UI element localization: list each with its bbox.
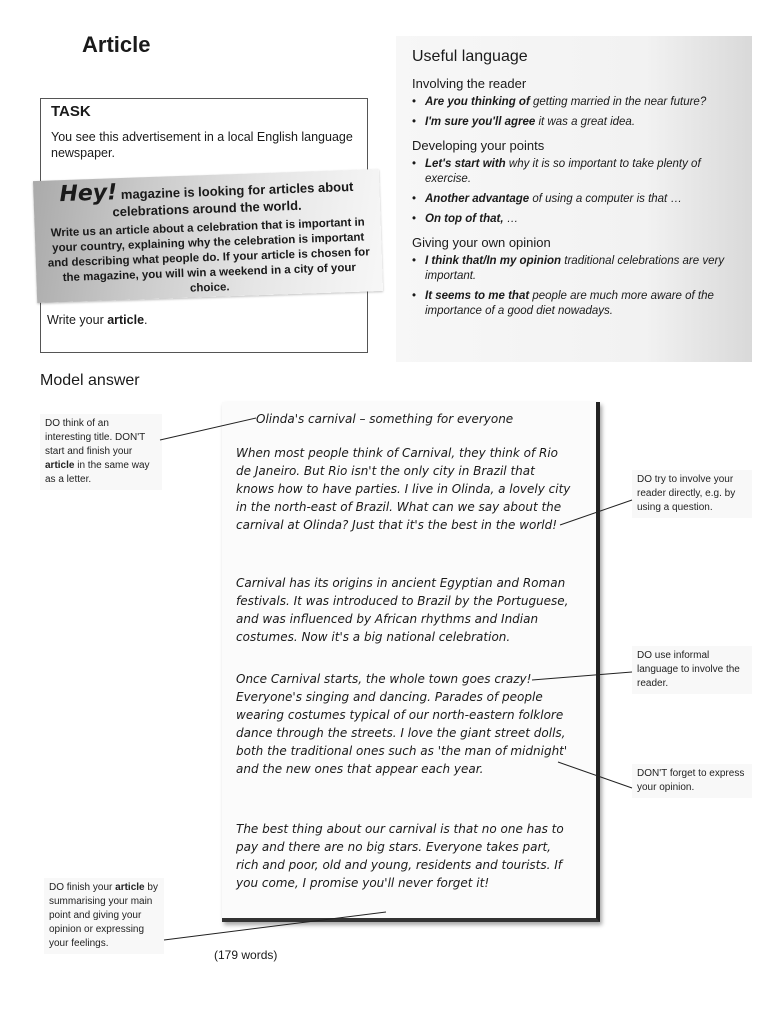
essay-paragraph: Once Carnival starts, the whole town goes crazy! Everyone's singing and dancing. Parades of people wearing costumes typical of our north-eastern folklore dance through the streets. I love the giant street dolls, both the traditional ones such as 'the man of midnight' and the new ones that appear each year. bbox=[236, 672, 568, 776]
useful-item-phrase: I think that/In my opinion bbox=[425, 255, 562, 267]
callout-text: in the same way as a letter. bbox=[45, 460, 150, 485]
useful-language-heading: Useful language bbox=[412, 48, 528, 65]
essay-paragraph: The best thing about our carnival is that no one has to pay and there are no big stars. Everyone takes part, rich and poor, old and young, residents and tourists. If you come, I promise you'll never forget it! bbox=[236, 822, 564, 890]
callout-line-involve bbox=[560, 500, 632, 525]
callout-text: by summarising your main point and giving your opinion or expressing your feelings. bbox=[49, 882, 158, 949]
useful-item-phrase: On top of that, bbox=[425, 213, 504, 225]
useful-group-title: Involving the reader bbox=[412, 76, 527, 91]
callout-bold: article bbox=[45, 460, 75, 471]
task-instruction-suffix: . bbox=[144, 313, 148, 327]
ad-heading-text: magazine is looking for articles about celebrations around the world. bbox=[112, 178, 354, 220]
task-instruction-bold: article bbox=[107, 313, 145, 327]
useful-group-title: Developing your points bbox=[412, 138, 545, 153]
useful-item-phrase: I'm sure you'll agree bbox=[425, 116, 536, 128]
callout-bold: article bbox=[115, 882, 145, 893]
callout-opinion: DON'T forget to express your opinion. bbox=[632, 764, 752, 798]
essay-title: Olinda's carnival – something for everyone bbox=[256, 412, 514, 426]
callout-line-title bbox=[160, 418, 256, 440]
page-title: Article bbox=[82, 32, 151, 57]
callout-text: DO finish your bbox=[49, 882, 116, 893]
callout-line-finish bbox=[164, 912, 386, 940]
callout-line-opinion bbox=[558, 762, 632, 788]
ad-magazine-name: Hey! bbox=[59, 180, 118, 208]
useful-item-example: it was a great idea. bbox=[535, 116, 636, 128]
task-instruction-prefix: Write your bbox=[47, 313, 108, 327]
useful-item-example: … bbox=[503, 213, 519, 225]
essay-paragraph: When most people think of Carnival, they think of Rio de Janeiro. But Rio isn't the only city in Brazil that knows how to have parties. I live in Olinda, a lovely city in the north-east of Brazil. What can we say about the carnival at Olinda? Just that it's the best in the world! bbox=[236, 446, 571, 532]
task-heading: TASK bbox=[51, 103, 91, 120]
task-intro: You see this advertisement in a local English language newspaper. bbox=[51, 130, 353, 160]
ad-body: Write us an article about a celebration that is important in your country, explaining why the celebration is important and describing what people do. If your article is chosen for the magazine, you will win a weekend in a city of your choice. bbox=[47, 216, 370, 295]
useful-group-title: Giving your own opinion bbox=[412, 235, 551, 250]
useful-item-phrase: Let's start with bbox=[425, 158, 506, 170]
useful-item-phrase: Are you thinking of bbox=[425, 96, 530, 108]
callout-informal-language: DO use informal language to involve the reader. bbox=[632, 646, 752, 694]
useful-item-example: why it is so important to take plenty of exercise. bbox=[425, 158, 701, 185]
useful-item-example: getting married in the near future? bbox=[529, 96, 707, 108]
useful-item-example: of using a computer is that … bbox=[529, 193, 682, 205]
useful-item-example: people are much more aware of the importance of a good diet nowadays. bbox=[425, 290, 714, 317]
callout-involve-reader: DO try to involve your reader directly, e.g. by using a question. bbox=[632, 470, 752, 518]
useful-item-phrase: It seems to me that bbox=[425, 290, 530, 302]
useful-item-phrase: Another advantage bbox=[425, 193, 530, 205]
essay-paragraph: Carnival has its origins in ancient Egyptian and Roman festivals. It was introduced to Brazil by the Portuguese, and was influenced by African rhythms and Indian costumes. Now it's a big national celebration. bbox=[236, 576, 569, 644]
model-answer-heading: Model answer bbox=[40, 372, 140, 389]
callout-text: DO think of an interesting title. DON'T start and finish your bbox=[45, 418, 146, 457]
callout-line-informal bbox=[532, 672, 632, 680]
useful-item-example: traditional celebrations are very important. bbox=[425, 255, 725, 282]
word-count: (179 words) bbox=[214, 948, 278, 962]
